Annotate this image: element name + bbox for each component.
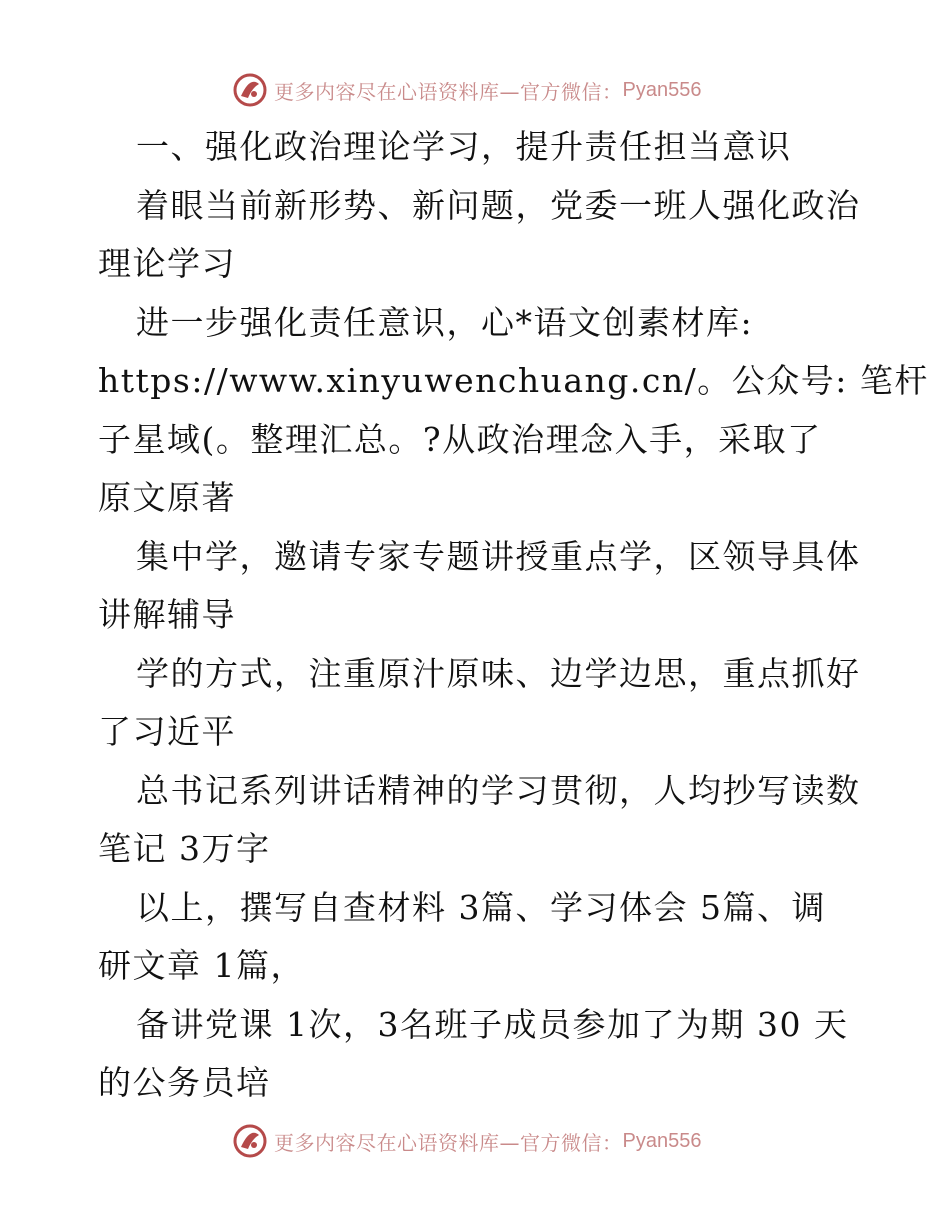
paragraph-line: 讲解辅导 <box>98 595 236 634</box>
paragraph-line: 学的方式，注重原汁原味、边学边思，重点抓好 <box>136 653 861 693</box>
paragraph-line: 原文原著 <box>98 478 236 517</box>
header-watermark <box>232 70 701 110</box>
paragraph-line: 研文章 1篇， <box>98 946 305 985</box>
paragraph-line: 了习近平 <box>98 712 236 751</box>
document-body <box>98 118 929 1113</box>
watermark-text: 更多内容尽在心语资料库—官方微信： <box>274 79 623 104</box>
paragraph-line: 着眼当前新形势、新问题，党委一班人强化政治 <box>136 185 861 225</box>
paragraph-line: 笔记 3万字 <box>98 829 271 868</box>
paragraph-line: 进一步强化责任意识，心*语文创素材库: <box>136 302 754 342</box>
paragraph-line: 以上，撰写自查材料 3篇、学习体会 5篇、调 <box>136 887 826 927</box>
watermark-text: 更多内容尽在心语资料库—官方微信： <box>274 1130 623 1155</box>
paragraph-line: 总书记系列讲话精神的学习贯彻，人均抄写读数 <box>136 770 861 810</box>
watermark-wechat-id: Pyan556 <box>622 78 702 101</box>
paragraph-line: https://www.xinyuwenchuang.cn/。公众号: 笔杆 <box>98 361 929 400</box>
paragraph-line: 理论学习 <box>98 244 236 283</box>
paragraph-line: 子星域(。整理汇总。?从政治理念入手，采取了 <box>98 419 822 459</box>
seal-logo-icon <box>232 1123 268 1159</box>
paragraph-line: 备讲党课 1次，3名班子成员参加了为期 30 天 <box>136 1004 849 1044</box>
watermark-wechat-id: Pyan556 <box>622 1129 702 1152</box>
paragraph-line: 集中学，邀请专家专题讲授重点学，区领导具体 <box>136 536 861 576</box>
heading-line: 一、强化政治理论学习，提升责任担当意识 <box>136 127 792 166</box>
seal-logo-icon <box>232 72 268 108</box>
paragraph-line: 的公务员培 <box>98 1063 271 1102</box>
footer-watermark <box>232 1121 701 1161</box>
